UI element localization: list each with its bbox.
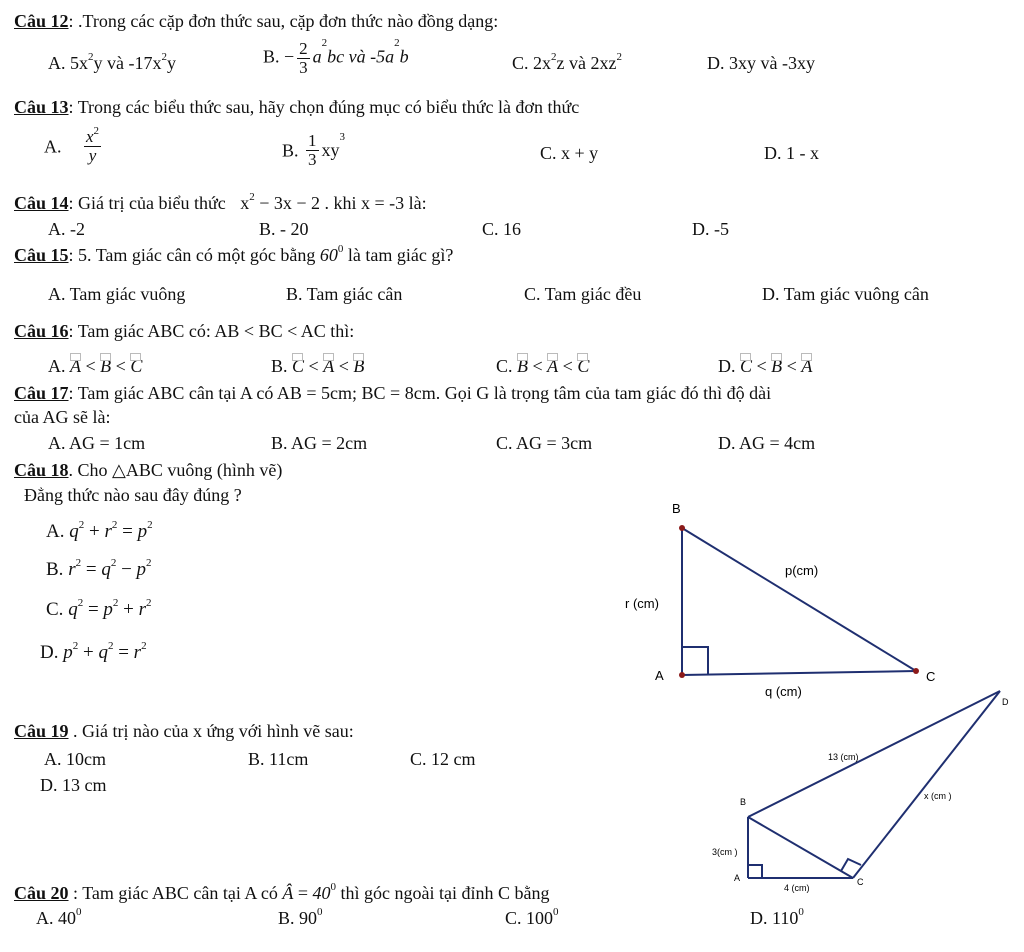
- q14-label: Câu 14: [14, 193, 69, 213]
- q15-stem: Câu 15: 5. Tam giác cân có một góc bằng $60^0$ là tam giác gì?: [14, 243, 454, 265]
- option-letter: C.: [46, 599, 64, 620]
- label-c: C: [926, 669, 936, 684]
- right-angle-mark-a: [748, 865, 762, 878]
- q15-option-b[interactable]: B. Tam giác cân: [286, 284, 403, 304]
- q17-option-c[interactable]: C. AG = 3cm: [496, 433, 593, 453]
- option-text: 3xy và -3xy: [729, 53, 815, 73]
- option-letter: C.: [496, 356, 513, 376]
- q14-stem: Câu 14: Giá trị của biểu thức $x^2 - 3x - 2$ . khi x = -3 là:: [14, 191, 427, 213]
- q12-option-c[interactable]: C. $2x^2z$ và $2xz^2$: [512, 51, 622, 73]
- label-c: C: [857, 877, 864, 887]
- q20-text2: thì góc ngoài tại đỉnh C bằng: [336, 883, 550, 903]
- option-letter: B.: [271, 356, 288, 376]
- q13-option-c[interactable]: C. x + y: [540, 143, 599, 163]
- option-letter: D.: [718, 356, 736, 376]
- option-letter: B.: [263, 46, 280, 67]
- q18-option-b[interactable]: B. $r^2 = q^2 - p^2$: [46, 557, 152, 580]
- q14-option-c[interactable]: C. 16: [482, 219, 522, 239]
- side-bd: [748, 691, 1000, 817]
- q19-text: . Giá trị nào của x ứng với hình vẽ sau:: [68, 721, 354, 741]
- label-x: x (cm ): [924, 791, 952, 801]
- q13-option-a[interactable]: A. $\frac{x^2}{y}$: [44, 125, 100, 165]
- label-a: A: [734, 873, 741, 883]
- q19-option-d[interactable]: D. 13 cm: [40, 775, 107, 795]
- q13-option-d[interactable]: D. 1 - x: [764, 143, 819, 163]
- side-bc: [748, 817, 853, 878]
- q14-text: : Giá trị của biểu thức: [68, 193, 226, 213]
- q19-label: Câu 19: [14, 721, 69, 741]
- label-4: 4 (cm): [784, 883, 810, 893]
- right-angle-mark: [682, 647, 708, 675]
- q15-option-c[interactable]: C. Tam giác đều: [524, 284, 642, 304]
- side-bc: [682, 528, 916, 671]
- option-letter: A.: [48, 356, 66, 376]
- option-letter: A.: [48, 53, 66, 73]
- q15-text2: là tam giác gì?: [343, 245, 454, 265]
- q18-option-a[interactable]: A. $q^2 + r^2 = p^2$: [46, 519, 153, 542]
- q18-option-c[interactable]: C. $q^2 = p^2 + r^2$: [46, 597, 152, 620]
- option-text: 5x: [70, 53, 88, 73]
- q13-option-b[interactable]: B. $\frac{1}{3}$ $xy^3$: [282, 130, 346, 169]
- q19-option-a[interactable]: A. 10cm: [44, 749, 106, 769]
- q19-stem: [14, 722, 354, 740]
- label-b: B: [740, 797, 747, 807]
- q15-option-a[interactable]: A. Tam giác vuông: [48, 284, 186, 304]
- option-text: C. 100: [505, 908, 554, 928]
- q16-text: : Tam giác ABC có: AB < BC < AC thì:: [68, 321, 355, 341]
- q20-stem: Câu 20 : Tam giác ABC cân tại A có Â = $40^0$ thì góc ngoài tại đỉnh C bằng: [14, 881, 550, 903]
- q20-text: : Tam giác ABC cân tại A có: [68, 883, 278, 903]
- q18-option-d[interactable]: D. $p^2 + q^2 = r^2$: [40, 640, 147, 663]
- vertex-c: [913, 668, 919, 674]
- q15-text: : 5. Tam giác cân có một góc bằng: [68, 245, 316, 265]
- label-b: B: [672, 501, 681, 516]
- q20-label: Câu 20: [14, 883, 69, 903]
- q18-triangle-figure: [600, 495, 960, 710]
- label-a: A: [655, 668, 664, 683]
- q16-option-b[interactable]: B. C < A < B: [271, 356, 365, 376]
- q19-figure: [700, 685, 1024, 900]
- option-letter: D.: [40, 642, 59, 663]
- option-text: A. 40: [36, 908, 76, 928]
- q18-label: Câu 18: [14, 460, 69, 480]
- right-angle-mark-c: [841, 859, 861, 871]
- option-text: y: [166, 53, 176, 73]
- q14-option-d[interactable]: D. -5: [692, 219, 729, 239]
- option-text: D. 110: [750, 908, 799, 928]
- q13-text: : Trong các biểu thức sau, hãy chọn đúng mục có biểu thức là đơn thức: [68, 97, 580, 117]
- q15-label: Câu 15: [14, 245, 69, 265]
- option-text: y và -17x: [93, 53, 162, 73]
- q13-stem: [14, 98, 579, 116]
- q13-label: Câu 13: [14, 97, 69, 117]
- label-d: D: [1002, 697, 1009, 707]
- q18-stem: [14, 461, 282, 479]
- label-p: p(cm): [785, 563, 819, 578]
- vertex-a: [679, 672, 685, 678]
- q12-option-a[interactable]: A. $5x^2y$ và $-17x^2y$: [48, 51, 176, 73]
- q16-option-d[interactable]: D. C < B < A: [718, 356, 813, 376]
- q20-option-b[interactable]: B. $90^0$: [278, 906, 323, 928]
- q12-label: Câu 12: [14, 11, 69, 31]
- q19-option-b[interactable]: B. 11cm: [248, 749, 309, 769]
- option-letter: A.: [46, 521, 65, 542]
- label-r: r (cm): [625, 596, 659, 611]
- option-text: B. 90: [278, 908, 318, 928]
- option-text: b: [399, 46, 409, 67]
- option-letter: A.: [44, 136, 62, 157]
- q16-option-a[interactable]: A. A < B < C: [48, 356, 143, 376]
- q17-stem-cont: của AG sẽ là:: [14, 407, 111, 427]
- q12-option-b[interactable]: B. − $\frac{2}{3}$ $a^2bc$ và $-5a^2b$: [263, 37, 409, 77]
- side-ac: [682, 671, 916, 675]
- option-letter: B.: [46, 559, 64, 580]
- q14-option-a[interactable]: A. -2: [48, 219, 85, 239]
- q19-option-c[interactable]: C. 12 cm: [410, 749, 476, 769]
- q20-option-c[interactable]: C. $100^0$: [505, 906, 559, 928]
- q17-option-a[interactable]: A. AG = 1cm: [48, 433, 146, 453]
- q14-text2: . khi x = -3 là:: [324, 193, 427, 213]
- q20-option-d[interactable]: D. $110^0$: [750, 906, 804, 928]
- side-cd: [853, 691, 1000, 878]
- label-13: 13 (cm): [828, 752, 859, 762]
- q17-text: : Tam giác ABC cân tại A có AB = 5cm; BC = 8cm. Gọi G là trọng tâm của tam giác đó thì độ dài: [68, 383, 772, 403]
- q17-option-b[interactable]: B. AG = 2cm: [271, 433, 368, 453]
- option-text: 2x: [533, 53, 552, 73]
- q17-option-d[interactable]: D. AG = 4cm: [718, 433, 816, 453]
- q18-text: . Cho △ABC vuông (hình vẽ): [68, 460, 283, 480]
- vertex-b: [679, 525, 685, 531]
- q14-option-b[interactable]: B. - 20: [259, 219, 309, 239]
- option-letter: D.: [707, 53, 725, 73]
- option-text: bc và -5: [327, 46, 386, 67]
- label-q: q (cm): [765, 684, 802, 699]
- option-letter: B.: [282, 140, 299, 161]
- q12-stem: [14, 12, 498, 30]
- q17-label: Câu 17: [14, 383, 69, 403]
- q12-text: : .Trong các cặp đơn thức sau, cặp đơn thức nào đồng dạng:: [68, 11, 499, 31]
- option-text: z và 2xz: [556, 53, 617, 73]
- option-letter: C.: [512, 53, 529, 73]
- q18-stem-cont: Đẳng thức nào sau đây đúng ?: [24, 485, 242, 505]
- label-3: 3(cm ): [712, 847, 738, 857]
- q20-option-a[interactable]: A. $40^0$: [36, 906, 82, 928]
- q16-option-c[interactable]: C. B < A < C: [496, 356, 590, 376]
- q16-label: Câu 16: [14, 321, 69, 341]
- q17-stem: [14, 384, 771, 402]
- q16-stem: [14, 322, 354, 340]
- q15-option-d[interactable]: D. Tam giác vuông cân: [762, 284, 929, 304]
- q12-option-d[interactable]: [707, 54, 815, 72]
